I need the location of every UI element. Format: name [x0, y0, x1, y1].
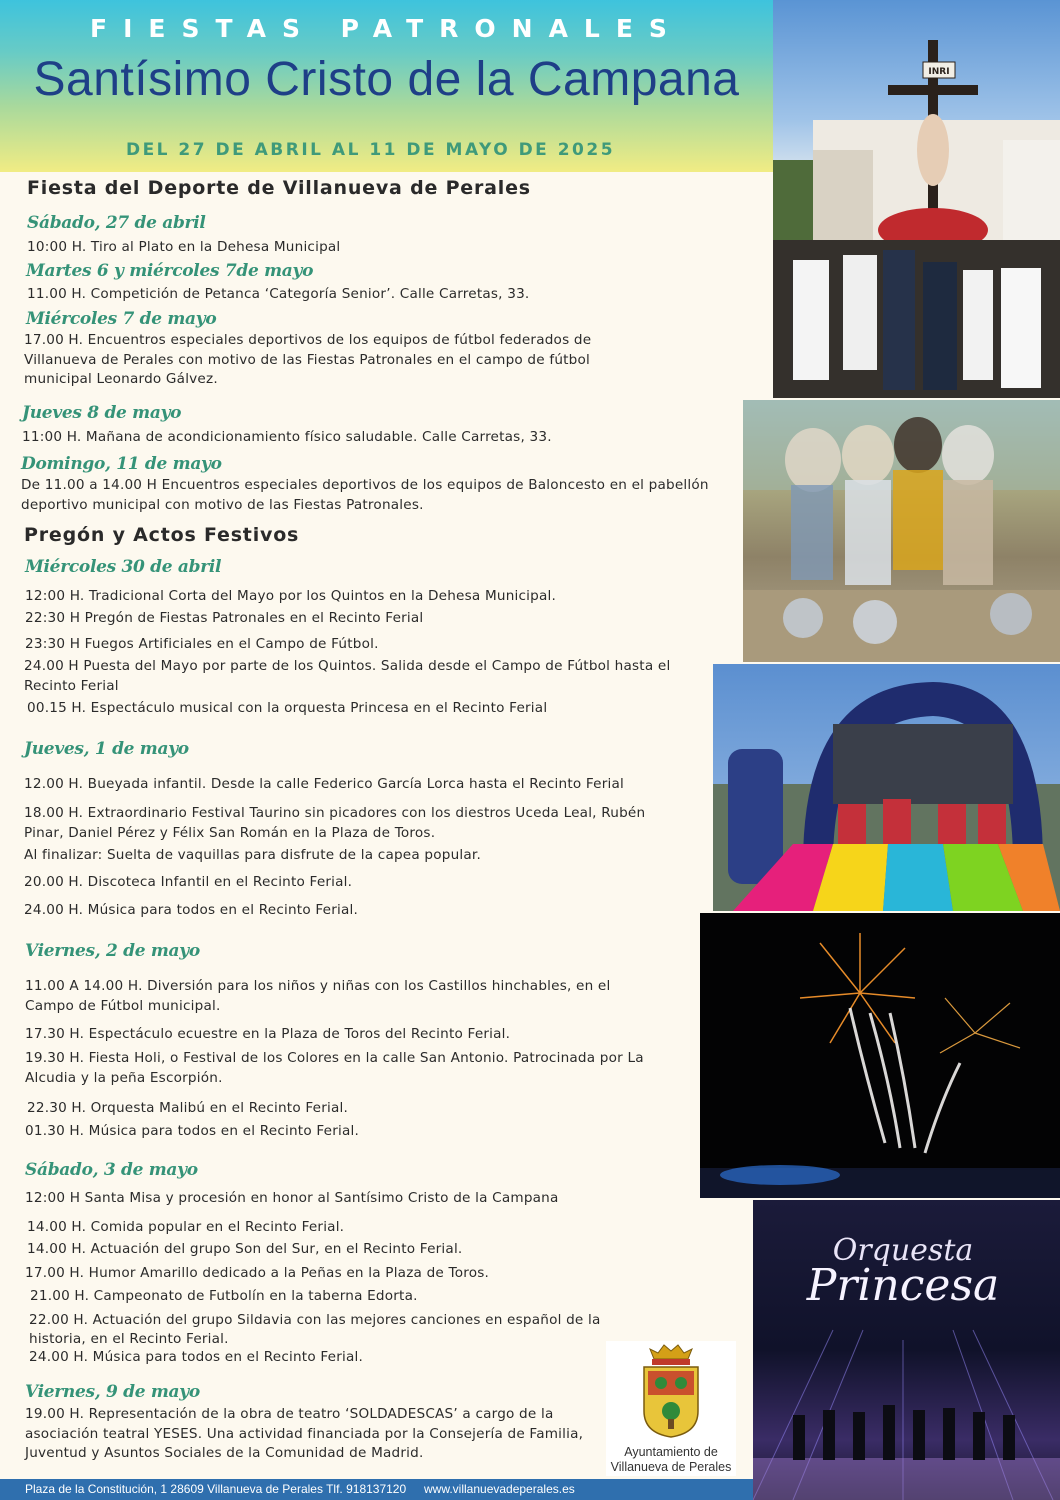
logo-line-1: Ayuntamiento de — [624, 1445, 718, 1459]
coat-of-arms-icon — [606, 1341, 736, 1441]
day-heading: Jueves 8 de mayo — [22, 403, 182, 423]
ayuntamiento-logo — [606, 1341, 736, 1476]
event-item: 11:00 H. Mañana de acondicionamiento físico saludable. Calle Carretas, 33. — [22, 429, 552, 445]
event-item: 10:00 H. Tiro al Plato en la Dehesa Municipal — [27, 239, 341, 255]
event-item: 21.00 H. Campeonato de Futbolín en la taberna Edorta. — [30, 1288, 418, 1304]
event-item: 11.00 H. Competición de Petanca ‘Categoría Senior’. Calle Carretas, 33. — [27, 286, 530, 302]
fireworks-photo — [700, 913, 1060, 1198]
header-kicker: FIESTAS PATRONALES — [90, 14, 683, 43]
day-heading: Domingo, 11 de mayo — [21, 454, 222, 474]
day-heading: Martes 6 y miércoles 7de mayo — [26, 261, 314, 281]
footer-address: Plaza de la Constitución, 1 28609 Villanueva de Perales Tlf. 918137120 — [25, 1482, 407, 1496]
bouncy-castle-photo — [713, 664, 1060, 911]
section-title-pregon: Pregón y Actos Festivos — [24, 524, 300, 546]
event-item: 12:00 H. Tradicional Corta del Mayo por los Quintos en la Dehesa Municipal. — [25, 588, 556, 604]
event-item: 19.30 H. Fiesta Holi, o Festival de los Colores en la calle San Antonio. Patrocinada por La Alcudia y la peña Escorpión. — [25, 1050, 644, 1086]
bouncy-castle-illustration — [713, 664, 1060, 911]
orquesta-script: Orquesta — [832, 1233, 974, 1268]
day-heading: Sábado, 3 de mayo — [25, 1160, 198, 1180]
day-heading: Viernes, 2 de mayo — [25, 941, 200, 961]
footer-website-link[interactable]: www.villanuevadeperales.es — [424, 1482, 575, 1496]
date-range: DEL 27 DE ABRIL AL 11 DE MAYO DE 2025 — [125, 140, 616, 160]
logo-line-2: Villanueva de Perales — [610, 1460, 732, 1474]
procession-photo — [773, 0, 1060, 398]
event-item: 01.30 H. Música para todos en el Recinto Ferial. — [25, 1123, 360, 1139]
event-item: 14.00 H. Actuación del grupo Son del Sur, en el Recinto Ferial. — [27, 1241, 463, 1257]
event-item: 22.00 H. Actuación del grupo Sildavia con las mejores canciones en español de la historia, en el Recinto Ferial. — [29, 1312, 601, 1347]
event-item: 24.00 H. Música para todos en el Recinto Ferial. — [24, 902, 359, 918]
event-item: 24.00 H Puesta del Mayo por parte de los Quintos. Salida desde el Campo de Fútbol hasta el Recinto Ferial — [24, 658, 671, 694]
event-item: De 11.00 a 14.00 H Encuentros especiales deportivos de los equipos de Baloncesto en el pabellón deportivo municipal con motivo de las Fiestas Patronales. — [21, 477, 709, 513]
day-heading: Miércoles 30 de abril — [25, 557, 222, 577]
procession-illustration — [773, 0, 1060, 398]
orquesta-princesa-illustration — [753, 1200, 1060, 1500]
event-item: 19.00 H. Representación de la obra de teatro ‘SOLDADESCAS’ a cargo de la asociación teatral YESES. Una actividad financiada por la Consejería de Familia, Juventud y Asuntos Sociales de la Comunidad de Madrid. — [25, 1406, 584, 1461]
event-item: 17.30 H. Espectáculo ecuestre en la Plaza de Toros del Recinto Ferial. — [25, 1026, 511, 1042]
day-heading: Viernes, 9 de mayo — [25, 1382, 200, 1402]
event-item: 20.00 H. Discoteca Infantil en el Recinto Ferial. — [24, 874, 353, 890]
footer-bar — [0, 1479, 753, 1500]
cross-sign: INRI — [928, 67, 950, 77]
event-item: 17.00 H. Humor Amarillo dedicado a la Peñas en la Plaza de Toros. — [25, 1265, 490, 1281]
event-item: 11.00 A 14.00 H. Diversión para los niños y niñas con los Castillos hinchables, en el Campo de Fútbol municipal. — [25, 978, 611, 1014]
event-item: Al finalizar: Suelta de vaquillas para disfrute de la capea popular. — [24, 847, 481, 863]
event-item: 22:30 H Pregón de Fiestas Patronales en el Recinto Ferial — [25, 610, 424, 626]
event-item: 23:30 H Fuegos Artificiales en el Campo de Fútbol. — [25, 636, 379, 652]
orquesta-princesa-photo — [753, 1200, 1060, 1500]
page-title: Santísimo Cristo de la Campana — [33, 53, 740, 106]
petanca-photo — [743, 400, 1060, 662]
event-item: 14.00 H. Comida popular en el Recinto Ferial. — [27, 1219, 345, 1235]
day-heading: Miércoles 7 de mayo — [26, 309, 217, 329]
event-item: 12.00 H. Bueyada infantil. Desde la calle Federico García Lorca hasta el Recinto Ferial — [24, 776, 625, 792]
princesa-script: Princesa — [806, 1260, 1000, 1311]
event-item: 18.00 H. Extraordinario Festival Taurino sin picadores con los diestros Uceda Leal, Rubén Pinar, Daniel Pérez y Félix San Román en la Plaza de Toros. — [24, 805, 646, 841]
event-item: 00.15 H. Espectáculo musical con la orquesta Princesa en el Recinto Ferial — [27, 700, 548, 716]
event-item: 22.30 H. Orquesta Malibú en el Recinto Ferial. — [27, 1100, 348, 1116]
header-banner — [0, 0, 773, 172]
day-heading: Sábado, 27 de abril — [27, 213, 206, 233]
petanca-illustration — [743, 400, 1060, 662]
event-item: 17.00 H. Encuentros especiales deportivos de los equipos de fútbol federados de Villanueva de Perales con motivo de las Fiestas Patronales en el campo de fútbol municipal Leonardo Gálvez. — [24, 332, 592, 387]
event-item: 12:00 H Santa Misa y procesión en honor al Santísimo Cristo de la Campana — [25, 1190, 559, 1206]
event-item: 24.00 H. Música para todos en el Recinto Ferial. — [29, 1349, 364, 1365]
section-title-deporte: Fiesta del Deporte de Villanueva de Perales — [27, 177, 531, 199]
fireworks-illustration — [700, 913, 1060, 1198]
day-heading: Jueves, 1 de mayo — [24, 739, 189, 759]
